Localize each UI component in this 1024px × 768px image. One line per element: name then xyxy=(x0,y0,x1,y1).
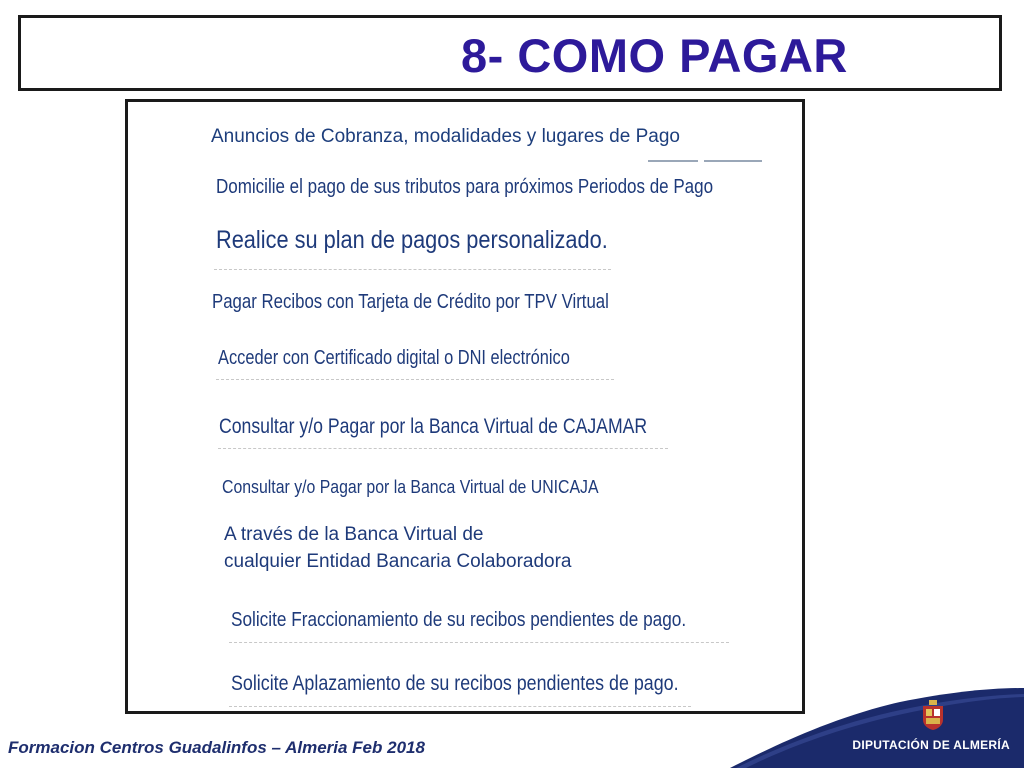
credit-card-tpv-link[interactable]: Pagar Recibos con Tarjeta de Crédito por TPV Virtual xyxy=(212,291,609,313)
heading-underline-right xyxy=(704,160,762,162)
brand-name: DIPUTACIÓN DE ALMERÍA xyxy=(852,738,1010,752)
panel-heading: Anuncios de Cobranza, modalidades y lugares de Pago xyxy=(211,126,680,147)
divider xyxy=(229,706,691,707)
title-box xyxy=(18,15,1002,91)
other-banks-link-line1[interactable]: A través de la Banca Virtual de xyxy=(224,524,484,545)
digital-certificate-link[interactable]: Acceder con Certificado digital o DNI electrónico xyxy=(218,347,570,369)
coat-of-arms-icon xyxy=(922,700,944,730)
brand-area xyxy=(730,688,1024,768)
cajamar-link[interactable]: Consultar y/o Pagar por la Banca Virtual de CAJAMAR xyxy=(219,415,648,438)
divider xyxy=(218,448,668,449)
payment-options-panel xyxy=(125,99,805,714)
slide-title: 8- COMO PAGAR xyxy=(461,29,848,82)
payment-plan-link[interactable]: Realice su plan de pagos personalizado. xyxy=(216,226,608,254)
divider xyxy=(216,379,614,380)
installments-link[interactable]: Solicite Fraccionamiento de su recibos pendientes de pago. xyxy=(231,609,687,631)
brand-swoosh xyxy=(730,688,1024,768)
deferral-link[interactable]: Solicite Aplazamiento de su recibos pendientes de pago. xyxy=(231,672,679,695)
unicaja-link[interactable]: Consultar y/o Pagar por la Banca Virtual de UNICAJA xyxy=(222,477,599,497)
other-banks-link-line2[interactable]: cualquier Entidad Bancaria Colaboradora xyxy=(224,551,572,572)
divider xyxy=(229,642,729,643)
divider xyxy=(214,269,611,270)
direct-debit-link[interactable]: Domicilie el pago de sus tributos para próximos Periodos de Pago xyxy=(216,176,714,198)
footer-caption: Formacion Centros Guadalinfos – Almeria Feb 2018 xyxy=(8,738,425,757)
heading-underline-left xyxy=(648,160,698,162)
